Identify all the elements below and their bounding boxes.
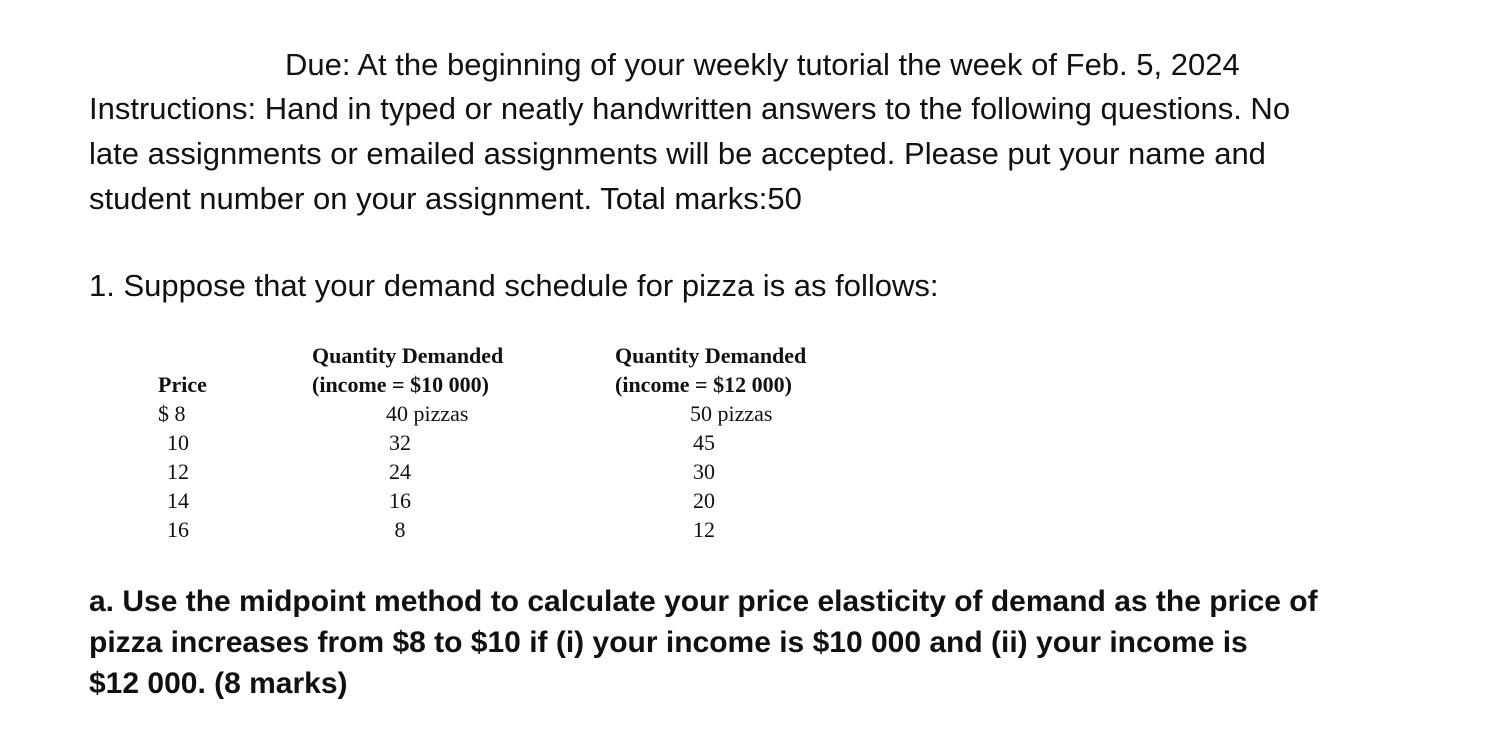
- table-cell-qd2: 20: [693, 488, 715, 513]
- qd-income-10000-header: [312, 341, 503, 399]
- instructions-line: late assignments or emailed assignments will be accepted. Please put your name and: [89, 136, 1266, 171]
- table-cell-qd2: 50 pizzas: [690, 401, 773, 426]
- due-date-line: Due: At the beginning of your weekly tutorial the week of Feb. 5, 2024: [285, 47, 1240, 82]
- price-column-header: [158, 370, 207, 399]
- table-cell-price: 16: [167, 517, 189, 542]
- instructions-paragraph: [89, 86, 1419, 221]
- table-cell-qd2: 30: [693, 459, 715, 484]
- question-1a-line: $12 000. (8 marks): [89, 667, 348, 700]
- table-header-qd1-line1: Quantity Demanded: [312, 343, 504, 368]
- table-cell-qd1: 8: [394, 517, 406, 542]
- table-cell-qd2: 12: [693, 517, 715, 542]
- question-1a-line: pizza increases from $8 to $10 if (i) your income is $10 000 and (ii) your income is: [89, 626, 1248, 659]
- qd-income-12000-header: [615, 341, 806, 399]
- table-cell-price: 10: [167, 430, 189, 455]
- table-cell-qd2: 45: [693, 430, 715, 455]
- table-header-qd2-line2: (income = $12 000): [615, 372, 792, 397]
- table-cell-price: $ 8: [158, 401, 186, 426]
- table-cell-qd1: 40 pizzas: [386, 401, 469, 426]
- question-1a-line: a. Use the midpoint method to calculate your price elasticity of demand as the price of: [89, 585, 1318, 618]
- table-header-qd1-line2: (income = $10 000): [312, 372, 489, 397]
- qd-income-12000-column: [690, 399, 772, 544]
- table-cell-qd1: 24: [389, 459, 411, 484]
- instructions-line: Instructions: Hand in typed or neatly handwritten answers to the following questions. No: [89, 91, 1291, 126]
- table-cell-qd1: 32: [389, 430, 411, 455]
- question-1a-text: [89, 581, 1479, 704]
- instructions-line: student number on your assignment. Total marks:50: [89, 181, 802, 216]
- qd-income-10000-column: [386, 399, 468, 544]
- table-header-qd2-line1: Quantity Demanded: [615, 343, 807, 368]
- table-cell-price: 12: [167, 459, 189, 484]
- question-1-prompt: 1. Suppose that your demand schedule for pizza is as follows:: [89, 268, 939, 303]
- table-cell-price: 14: [167, 488, 189, 513]
- table-cell-qd1: 16: [389, 488, 411, 513]
- table-header-price: Price: [158, 372, 207, 397]
- price-column: [158, 399, 198, 544]
